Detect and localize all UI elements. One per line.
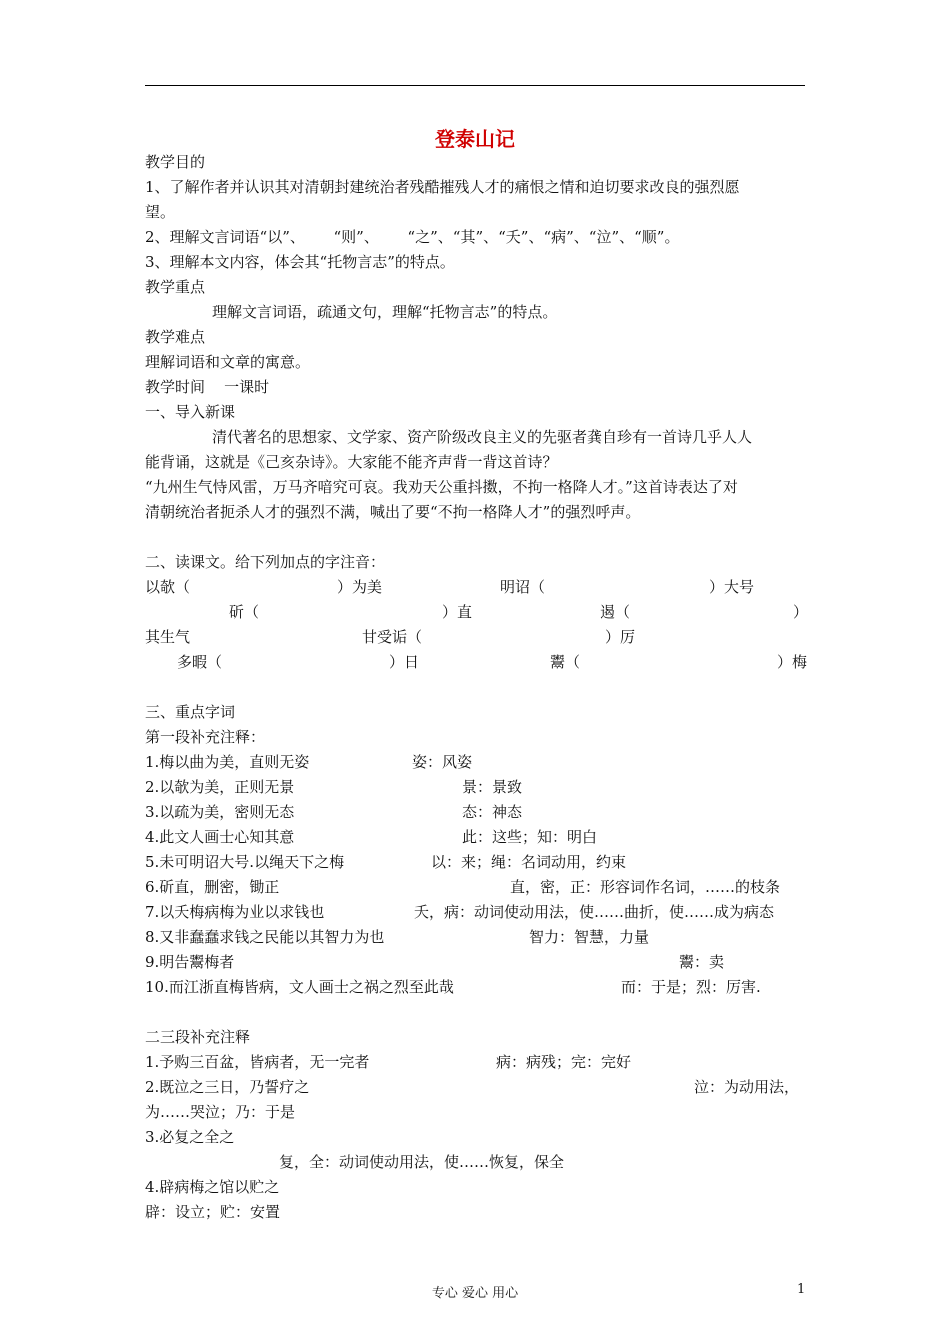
- text-line: 以欹（: [145, 578, 191, 596]
- text-line: 病：病残；完：完好: [496, 1053, 632, 1071]
- text-line: 智力：智慧，力量: [529, 928, 650, 946]
- text-line: 理解词语和文章的寓意。: [145, 353, 311, 371]
- text-line: 1.予购三百盆，皆病者，无一完者: [145, 1053, 370, 1071]
- text-line: 10.而江浙直梅皆病，文人画士之祸之烈至此哉: [145, 978, 454, 996]
- text-line: 夭，病：动词使动用法，使……曲折，使……成为病态: [414, 903, 775, 921]
- text-line: ）日: [389, 653, 420, 671]
- text-line: 8.又非蠢蠢求钱之民能以其智力为也: [145, 928, 385, 946]
- text-line: 5.未可明诏大号.以绳天下之梅: [145, 853, 345, 871]
- text-line: 教学时间 一课时: [145, 378, 270, 396]
- text-line: 为……哭泣；乃：于是: [145, 1103, 296, 1121]
- text-line: 4.此文人画士心知其意: [145, 828, 295, 846]
- document-title: 登泰山记: [435, 127, 515, 151]
- text-line: 姿：风姿: [412, 753, 473, 771]
- text-line: 清朝统治者扼杀人才的强烈不满，喊出了要“不拘一格降人才”的强烈呼声。: [145, 503, 641, 521]
- text-line: “九州生气恃风雷，万马齐喑究可哀。我劝天公重抖擞，不拘一格降人才。”这首诗表达了对: [145, 478, 738, 496]
- text-line: ）直: [442, 603, 473, 621]
- text-line: 二三段补充注释: [145, 1028, 251, 1046]
- text-line: 泣：为动用法，: [694, 1078, 800, 1096]
- text-line: 三、重点字词: [145, 703, 236, 721]
- text-line: 3.以疏为美，密则无态: [145, 803, 295, 821]
- text-line: 理解文言词语，疏通文句，理解“托物言志”的特点。: [212, 303, 558, 321]
- text-line: 以：来；绳：名词动用，约束: [431, 853, 627, 871]
- page-footer: 专心 爱心 用心: [431, 1286, 519, 1301]
- text-line: 甘受诟（: [362, 628, 423, 646]
- text-line: ）为美: [337, 578, 383, 596]
- text-line: 一、导入新课: [145, 403, 236, 421]
- header-rule: [145, 85, 805, 86]
- text-line: 多暇（: [177, 653, 223, 671]
- text-line: 2.既泣之三日，乃誓疗之: [145, 1078, 310, 1096]
- text-line: 鬻：卖: [679, 953, 725, 971]
- text-line: 鬻（: [550, 653, 581, 671]
- text-line: 此：这些；知：明白: [462, 828, 598, 846]
- text-line: 教学重点: [145, 278, 206, 296]
- text-line: 2、理解文言词语“以”、 “则”、 “之”、“其”、“夭”、“病”、“泣”、“顺”。: [145, 228, 680, 246]
- text-line: 直，密，正：形容词作名词，……的枝条: [510, 878, 781, 896]
- page-number: 1: [797, 1282, 806, 1297]
- text-line: 态：神态: [462, 803, 523, 821]
- text-line: 1.梅以曲为美，直则无姿: [145, 753, 310, 771]
- text-line: 2.以欹为美，正则无景: [145, 778, 295, 796]
- text-line: 斫（: [229, 603, 260, 621]
- text-line: 景：景致: [462, 778, 523, 796]
- text-line: ）大号: [709, 578, 755, 596]
- text-line: 复，全：动词使动用法，使……恢复，保全: [279, 1153, 565, 1171]
- text-line: 6.斫直，删密，锄正: [145, 878, 280, 896]
- text-line: ）: [793, 603, 809, 621]
- text-line: 1、了解作者并认识其对清朝封建统治者残酷摧残人才的痛恨之情和迫切要求改良的强烈愿: [145, 178, 740, 196]
- text-line: 教学难点: [145, 328, 206, 346]
- text-line: 明诏（: [500, 578, 546, 596]
- text-line: 9.明告鬻梅者: [145, 953, 235, 971]
- text-line: 其生气: [145, 628, 191, 646]
- text-line: 教学目的: [145, 153, 206, 171]
- text-line: 3.必复之全之: [145, 1128, 235, 1146]
- text-line: 清代著名的思想家、文学家、资产阶级改良主义的先驱者龚自珍有一首诗几乎人人: [212, 428, 753, 446]
- text-line: 7.以夭梅病梅为业以求钱也: [145, 903, 325, 921]
- text-line: 能背诵，这就是《己亥杂诗》。大家能不能齐声背一背这首诗？: [145, 453, 558, 471]
- text-line: 3、理解本文内容，体会其“托物言志”的特点。: [145, 253, 455, 271]
- text-line: 4.辟病梅之馆以贮之: [145, 1178, 280, 1196]
- text-line: 二、读课文。给下列加点的字注音：: [145, 553, 386, 571]
- text-line: 遏（: [600, 603, 631, 621]
- text-line: 而：于是；烈：厉害.: [621, 978, 761, 996]
- text-line: 辟：设立；贮：安置: [145, 1203, 281, 1221]
- text-line: ）梅: [777, 653, 808, 671]
- text-line: ）厉: [605, 628, 636, 646]
- text-line: 第一段补充注释：: [145, 728, 266, 746]
- text-line: 望。: [145, 203, 176, 221]
